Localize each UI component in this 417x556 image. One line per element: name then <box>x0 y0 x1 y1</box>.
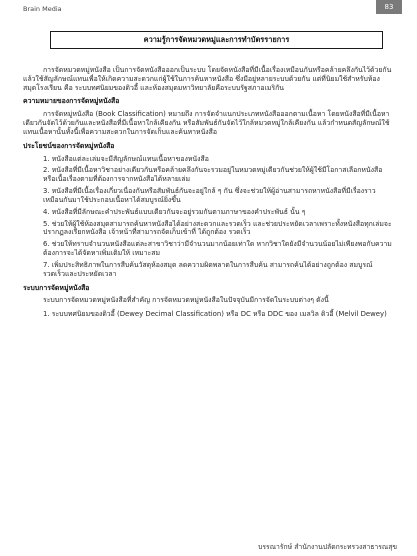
document-title: ความรู้การจัดหมวดหมู่และการทำบัตรรายการ <box>50 31 383 49</box>
benefit-item: 7. เพิ่มประสิทธิภาพในการสืบค้นวัสดุห้องสมุด ลดความผิดพลาดในการสืบค้น สามารถค้นได้อย่างถูกต้อง สมบูรณ์ รวดเร็วและประหยัดเวลา <box>43 260 373 278</box>
document-body <box>23 66 393 322</box>
meaning-heading: ความหมายของการจัดหมู่หนังสือ <box>23 97 120 106</box>
benefit-item: 6. ช่วยให้ทราบจำนวนหนังสือแต่ละสาขาวิชาว่ามีจำนวนมากน้อยเท่าใด หากวิชาใดยังมีจำนวนน้อยไม่เพียงพอกับความต้องการจะได้จัดหาเพิ่มเติมให้ เหมาะสม <box>43 240 392 258</box>
benefit-item: 2. หนังสือที่มีเนื้อหาวิชาอย่างเดียวกันหรือคล้ายคลึงกันจะรวมอยู่ในหมวดหมู่เดียวกันช่วยให้ผู้ใช้มีโอกาสเลือกหนังสือหรือเนื้อเรื่องตามที่ต้องการจากหนังสือได้หลายเล่ม <box>43 166 383 184</box>
systems-paragraph: ระบบการจัดหมวดหมู่หนังสือที่สำคัญ การจัดหมวดหมู่หนังสือในปัจจุบันมีการจัดในระบบต่างๆ ดังนี้ <box>43 296 329 305</box>
page-number: 83 <box>384 3 394 11</box>
system-item: 1. ระบบทศนิยมของดิวอี้ (Dewey Decimal Classification) หรือ DC หรือ DDC ของ เมลวิล ดิวอี้ (Melvil Dewey) <box>43 310 387 319</box>
meaning-paragraph: การจัดหมู่หนังสือ (Book Classification) หมายถึง การจัดจำแนกประเภทหนังสือออกตามเนื้อหา โดยหนังสือที่มีเนื้อหาเดียวกันจัดไว้ด้วยกันและหนังสือที่มีเนื้อหาใกล้เคียงกัน หรือสัมพันธ์กันจัดไว้ใกล้หมวดหมู่ใกล้เคียงกัน แล้วกำหนดสัญลักษณ์ใช้แทนเนื้อหานั้นทั้งนี้เพื่อความสะดวกในการจัดเก็บและค้นหาหนังสือ <box>23 110 390 136</box>
benefit-item: 4. หนังสือที่มีลักษณะคำประพันธ์แบบเดียวกันจะอยู่รวมกันตามภาษาของคำประพันธ์ นั้น ๆ <box>43 207 306 216</box>
page-footer: บรรณารักษ์ สำนักงานปลัดกระทรวงสาธารณสุข <box>258 543 397 551</box>
page-number-box <box>376 0 402 14</box>
benefits-heading: ประโยชน์ของการจัดหมู่หนังสือ <box>23 141 115 150</box>
benefit-item: 1. หนังสือแต่ละเล่มจะมีสัญลักษณ์แทนเนื้อหาของหนังสือ <box>43 154 209 163</box>
page-header <box>0 0 417 18</box>
benefit-item: 3. หนังสือที่มีเนื้อเรื่องเกี่ยวเนื่องกันหรือสัมพันธ์กันจะอยู่ใกล้ ๆ กัน ซึ่งจะช่วยให้ผู้อ่านสามารถหาหนังสือที่มีเรื่องราวเหมือนกันมาใช้ประกอบเนื้อหาได้สมบูรณ์ยิ่งขึ้น <box>43 187 376 204</box>
benefit-item: 5. ช่วยให้ผู้ใช้ห้องสมุดสามารถค้นหาหนังสือได้อย่างสะดวกและรวดเร็ว และช่วยประหยัดเวลาเพราะทั้งหนังสือทุกเล่มจะปรากฏลงเรียกหนังสือ เจ้าหน้าที่สามารถจัดเก็บเข้าที่ ได้ถูกต้อง รวดเร็ว <box>43 219 392 237</box>
intro-paragraph: การจัดหมวดหมู่หนังสือ เป็นการจัดหนังสือออกเป็นระบบ โดยจัดหนังสือที่มีเนื้อเรื่องเหมือนกันหรือคล้ายคลึงกันไว้ด้วยกัน แล้วใช้สัญลักษณ์แทนเพื่อให้เกิดความสะดวกแก่ผู้ใช้ในการค้นหาหนังสือ ซึ่งมีอยู่หลายระบบด้วยกัน แต่ที่นิยมใช้สำหรับห้องสมุดโรงเรียน คือ ระบบทศนิยมของดิวอี้ และห้องสมุดมหาวิทยาลัยคือระบบรัฐสภาอเมริกัน <box>23 66 392 92</box>
systems-list <box>23 310 393 319</box>
brand-name: Brain Media <box>23 5 62 13</box>
systems-heading: ระบบการจัดหมู่หนังสือ <box>23 283 90 292</box>
benefits-list <box>23 155 393 279</box>
